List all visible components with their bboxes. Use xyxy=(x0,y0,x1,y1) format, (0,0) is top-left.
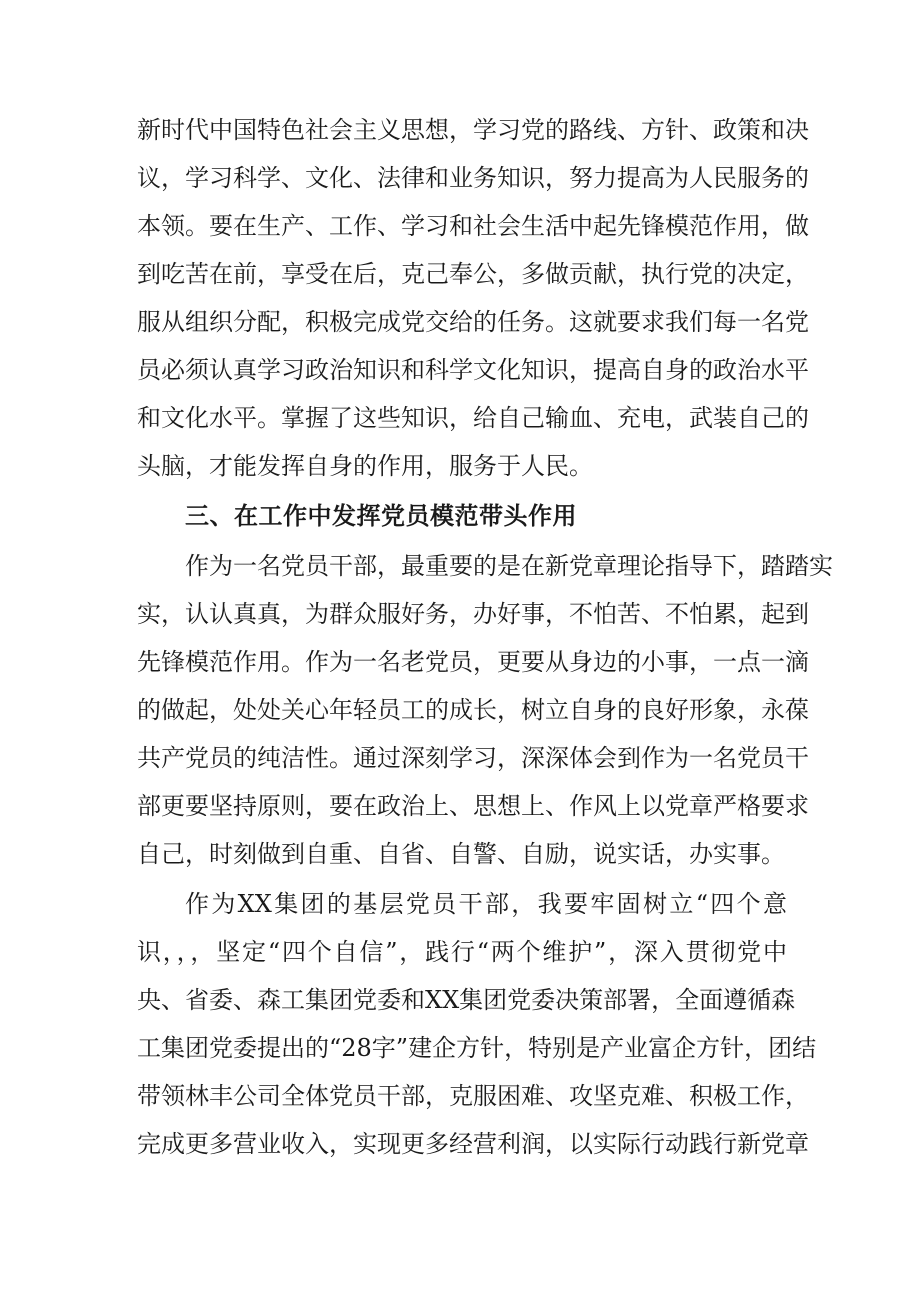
paragraph-2-line-2: 实，认认真真，为群众服好务，办好事，不怕苦、不怕累，起到 xyxy=(137,600,809,628)
paragraph-2-line-3: 先锋模范作用。作为一名老党员，更要从身边的小事，一点一滴 xyxy=(137,648,809,676)
paragraph-2-line-7: 自己，时刻做到自重、自省、自警、自励，说实话，办实事。 xyxy=(137,840,785,868)
paragraph-1-line-7: 和文化水平。掌握了这些知识，给自己输血、充电，武装自己的 xyxy=(137,404,809,432)
paragraph-1-line-6: 员必须认真学习政治知识和科学文化知识，提高自身的政治水平 xyxy=(137,356,809,384)
paragraph-3-line-6: 完成更多营业收入，实现更多经营利润，以实际行动践行新党章 xyxy=(137,1130,809,1158)
paragraph-1-line-4: 到吃苦在前，享受在后，克己奉公，多做贡献，执行党的决定， xyxy=(137,260,809,288)
section-heading: 三、在工作中发挥党员模范带头作用 xyxy=(185,502,577,530)
paragraph-1-line-3: 本领。要在生产、工作、学习和社会生活中起先锋模范作用，做 xyxy=(137,212,809,240)
paragraph-2-line-1: 作为一名党员干部，最重要的是在新党章理论指导下，踏踏实 xyxy=(185,552,833,580)
paragraph-3-line-3: 央、省委、森工集团党委和XX集团党委决策部署，全面遵循森 xyxy=(137,986,796,1014)
paragraph-1-line-8: 头脑，才能发挥自身的作用，服务于人民。 xyxy=(137,452,593,480)
paragraph-3-line-2: 识，，，坚定“四个自信”，践行“两个维护”，深入贯彻党中 xyxy=(137,938,787,966)
paragraph-1-line-1: 新时代中国特色社会主义思想，学习党的路线、方针、政策和决 xyxy=(137,116,809,144)
paragraph-2-line-4: 的做起，处处关心年轻员工的成长，树立自身的良好形象，永葆 xyxy=(137,696,809,724)
paragraph-2-line-6: 部更要坚持原则，要在政治上、思想上、作风上以党章严格要求 xyxy=(137,792,809,820)
paragraph-3-line-5: 带领林丰公司全体党员干部，克服困难、攻坚克难、积极工作， xyxy=(137,1082,809,1110)
paragraph-2-line-5: 共产党员的纯洁性。通过深刻学习，深深体会到作为一名党员干 xyxy=(137,744,809,772)
paragraph-3-line-4: 工集团党委提出的“28字”建企方针，特别是产业富企方针，团结 xyxy=(137,1034,817,1062)
paragraph-1-line-2: 议，学习科学、文化、法律和业务知识，努力提高为人民服务的 xyxy=(137,164,809,192)
paragraph-3-line-1: 作为XX集团的基层党员干部，我要牢固树立“四个意 xyxy=(185,890,787,918)
paragraph-1-line-5: 服从组织分配，积极完成党交给的任务。这就要求我们每一名党 xyxy=(137,308,809,336)
